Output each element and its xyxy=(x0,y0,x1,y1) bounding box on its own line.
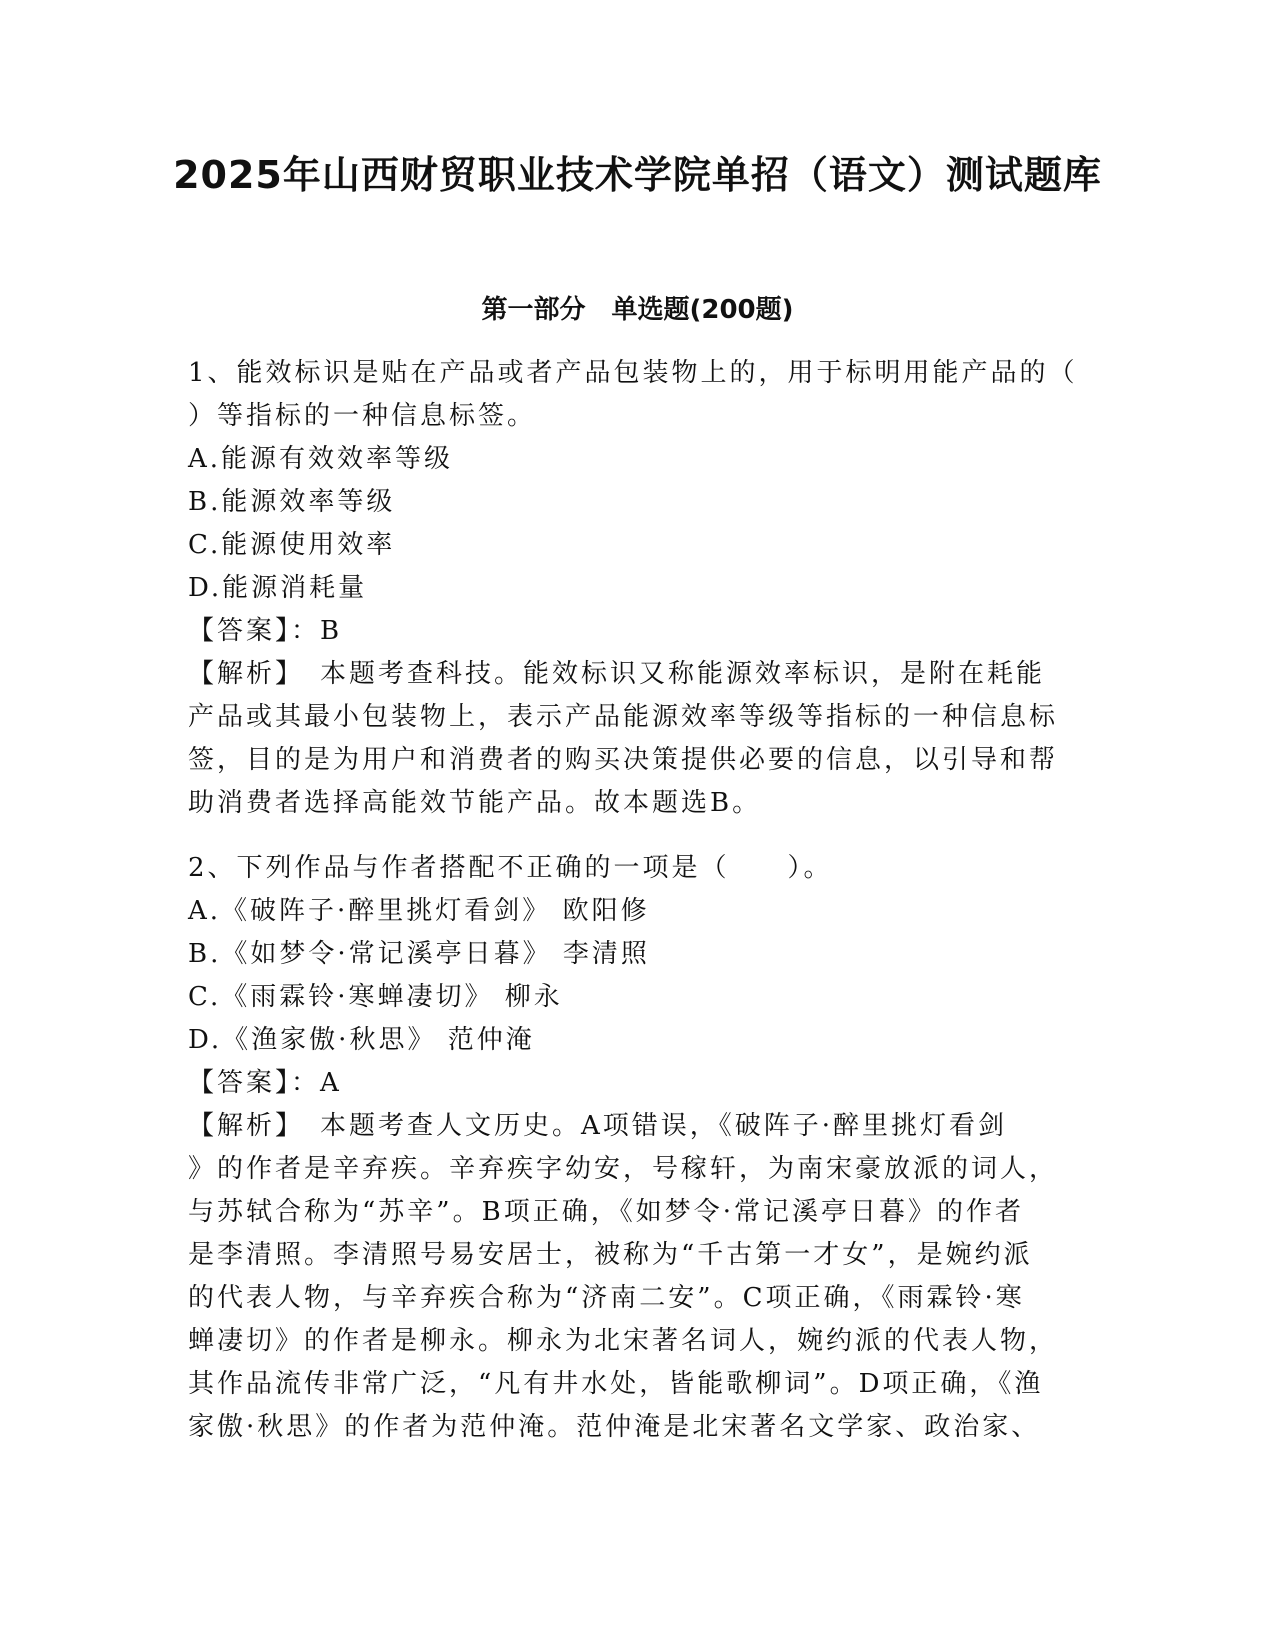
analysis-line: 助消费者选择高能效节能产品。故本题选B。 xyxy=(188,788,762,818)
question-stem-line: 1、能效标识是贴在产品或者产品包装物上的，用于标明用能产品的（ xyxy=(188,358,1078,388)
option-d: D.能源消耗量 xyxy=(188,573,368,603)
analysis-line: 与苏轼合称为“苏辛”。B项正确，《如梦令·常记溪亭日暮》的作者 xyxy=(188,1197,1024,1227)
option-c: C.《雨霖铃·寒蝉凄切》 柳永 xyxy=(188,982,563,1012)
analysis-line: 【解析】 本题考查人文历史。A项错误，《破阵子·醉里挑灯看剑 xyxy=(188,1111,1008,1141)
analysis-line: 是李清照。李清照号易安居士，被称为“千古第一才女”，是婉约派 xyxy=(188,1240,1033,1270)
analysis-line: 家傲·秋思》的作者为范仲淹。范仲淹是北宋著名文学家、政治家、 xyxy=(188,1412,1041,1442)
question-stem-line: ）等指标的一种信息标签。 xyxy=(188,401,537,431)
option-b: B.能源效率等级 xyxy=(188,487,396,517)
option-a: A.能源有效效率等级 xyxy=(188,444,454,474)
analysis-line: 》的作者是辛弃疾。辛弃疾字幼安，号稼轩，为南宋豪放派的词人， xyxy=(188,1154,1059,1184)
option-b: B.《如梦令·常记溪亭日暮》 李清照 xyxy=(188,939,650,969)
section-title: 第一部分 单选题(200题) xyxy=(481,295,794,325)
analysis-line: 其作品流传非常广泛，“凡有井水处，皆能歌柳词”。D项正确，《渔 xyxy=(188,1369,1044,1399)
question-spacer xyxy=(188,825,1088,847)
option-a: A.《破阵子·醉里挑灯看剑》 欧阳修 xyxy=(188,896,650,926)
document-title: 2025年山西财贸职业技术学院单招（语文）测试题库 xyxy=(173,153,1102,197)
option-d: D.《渔家傲·秋思》 范仲淹 xyxy=(188,1025,535,1055)
analysis-line: 蝉凄切》的作者是柳永。柳永为北宋著名词人，婉约派的代表人物， xyxy=(188,1326,1059,1356)
analysis-line: 的代表人物，与辛弃疾合称为“济南二安”。C项正确，《雨霖铃·寒 xyxy=(188,1283,1025,1313)
answer-line: 【答案】：A xyxy=(188,1068,342,1098)
answer-line: 【答案】：B xyxy=(188,616,343,646)
analysis-line: 签，目的是为用户和消费者的购买决策提供必要的信息，以引导和帮 xyxy=(188,745,1059,775)
analysis-line: 【解析】 本题考查科技。能效标识又称能源效率标识，是附在耗能 xyxy=(188,659,1046,689)
question-2 xyxy=(188,847,1088,1449)
analysis-line: 产品或其最小包装物上，表示产品能源效率等级等指标的一种信息标 xyxy=(188,702,1059,732)
question-stem-line: 2、下列作品与作者搭配不正确的一项是（ ）。 xyxy=(188,853,833,883)
option-c: C.能源使用效率 xyxy=(188,530,396,560)
question-1 xyxy=(188,352,1088,825)
question-list xyxy=(188,352,1088,1449)
